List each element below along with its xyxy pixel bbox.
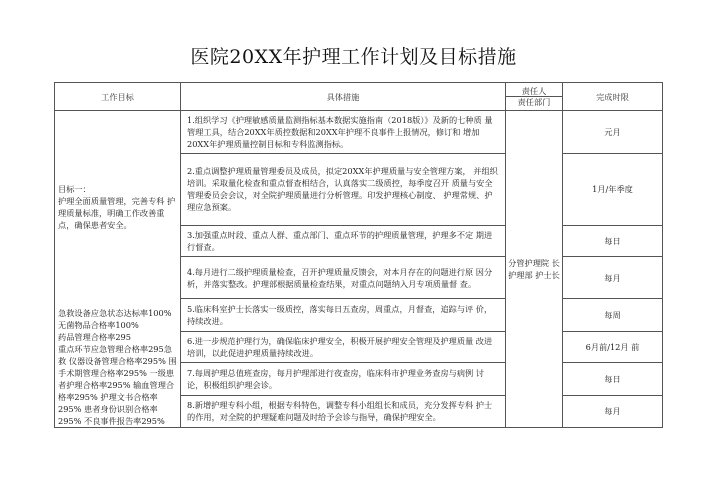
- deadline-7: 每日: [563, 363, 663, 395]
- deadline-4: 每月: [563, 257, 663, 299]
- deadline-1: 元月: [563, 111, 663, 154]
- header-goal: 工作目标: [55, 83, 181, 111]
- header-responsible-dept: 责任部门: [505, 96, 563, 107]
- deadline-2: 1月/年季度: [563, 153, 663, 225]
- page-title: 医院20XX年护理工作计划及目标措施: [190, 46, 517, 68]
- measure-3: 3.加强重点时段、重点人群、重点部门、重点环节的护理质量管理，护理多不定 期进行督查。: [181, 226, 506, 257]
- deadline-5: 每周: [563, 299, 663, 331]
- header-responsible: [506, 83, 563, 111]
- deadline-6: 6月前/12月 前: [563, 331, 663, 362]
- deadline-3: 每日: [563, 226, 663, 257]
- plan-table: [54, 82, 663, 428]
- measure-8: 8.新增护理专科小组，根据专科特色，调整专科小组组长和成员，充分发挥专科 护士的作用，对全院的护理疑难问题及时给予会诊与指导，确保护理安全。: [181, 395, 506, 427]
- measure-4: 4.每月进行二级护理质量检查，召开护理质量反馈会，对本月存在的问题进行原 因分析，并落实整改。护理部根据质量检查结果，对重点问题纳入月专项质量督 查。: [181, 257, 506, 299]
- goals-cell: [55, 111, 181, 428]
- header-responsible-person: 责任人: [521, 86, 547, 96]
- measure-2: 2.重点调整护理质量管理委员及成员，拟定20XX年护理质量与安全管理方案， 并组织培训。采取量化检查和重点督查相结合，认真落实二级质控，每季度召开 质量与安全管理委员会会议，对全院护理质量进行分析管理。印发护理核心制度、 护理常规、护理应急预案。: [181, 153, 506, 225]
- measure-6: 6.进一步规范护理行为，确保临床护理安全，积极开展护理安全管理及护理质量 改进培训，以此促进护理质量持续改进。: [181, 331, 506, 362]
- deadline-8: 每月: [563, 395, 663, 427]
- measure-5: 5.临床科室护士长落实一级质控，落实每日五查房，周重点，月督查，追踪与评 价，持续改进。: [181, 299, 506, 331]
- measure-7: 7.每周护理总值班查房，每月护理部进行夜查房，临床科市护理业务查房与病例 讨论，积极组织护理会诊。: [181, 363, 506, 395]
- header-deadline: 完成时限: [563, 83, 663, 111]
- responsible-cell: 分管护理院 长 护理部 护士长: [506, 111, 563, 428]
- measure-1: 1.组织学习《护理敏感质量监测指标基本数据实施指南（2018版）》及新的七种质 量管理工具，结合20XX年质控数据和20XX年护理不良事件上报情况，修订和 增加20XX年护理质量控制目标和专科监测指标。: [181, 111, 506, 154]
- goal-two: 急救设备应急状态达标率100% 无菌物品合格率100% 药品管理合格率295 重点环节应急管理合格率295急救 仪器设备管理合格率295% 围手术期管理合格率295% 一级患者护理合格率295% 输血管理合格率295% 护理文书合格率295% 患者身份识别合格率295% 不良事件报告率295%: [58, 308, 177, 426]
- header-measures: 具体措施: [181, 83, 506, 111]
- goal-one: 目标一： 护理全面质量管理，完善专科 护理质量标准，明确工作改善重点，确保患者安全。: [58, 184, 176, 230]
